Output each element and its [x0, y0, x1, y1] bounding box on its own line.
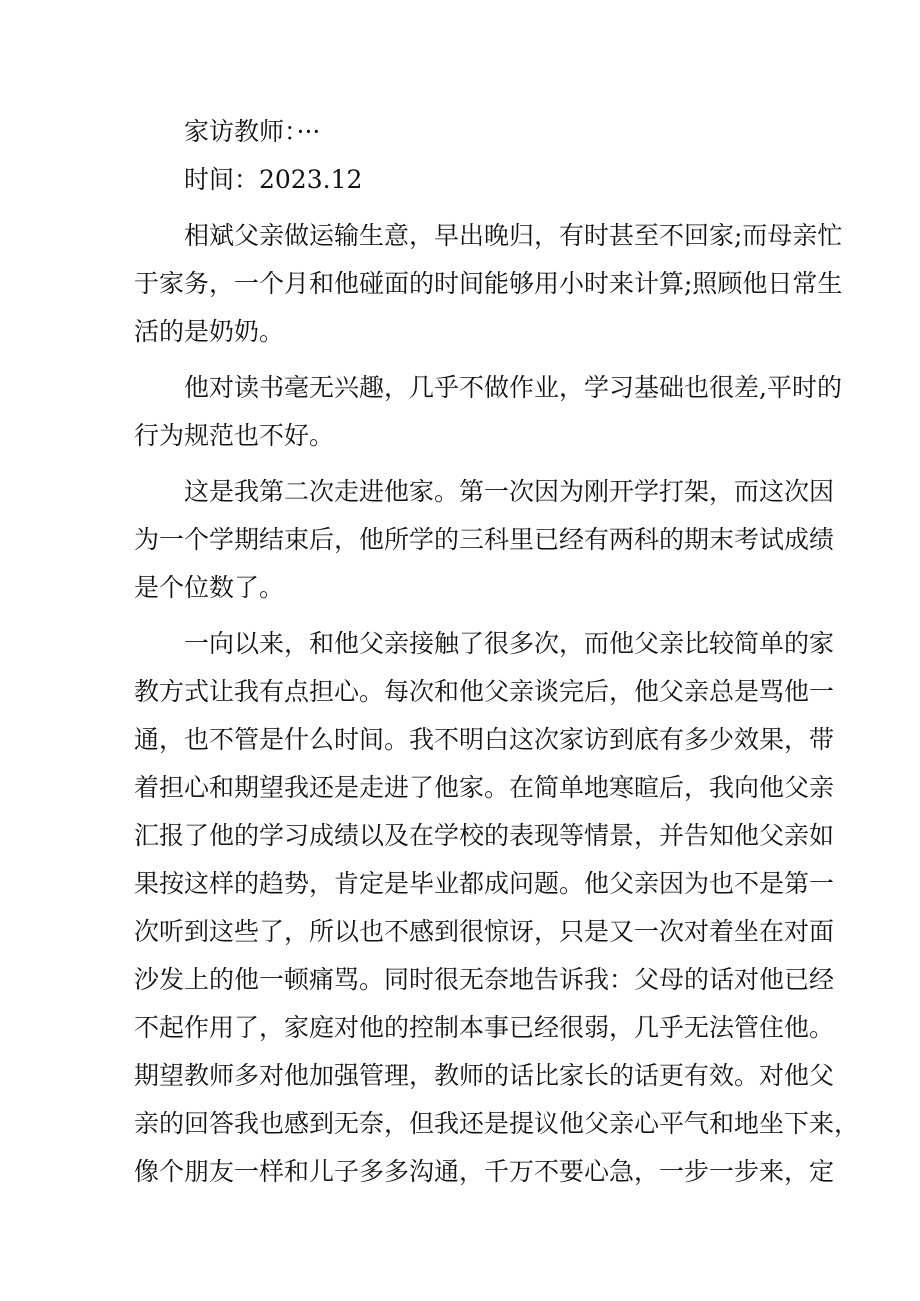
paragraph-line: 行为规范也不好。	[134, 421, 335, 450]
paragraph-line: 活的是奶奶。	[134, 317, 285, 346]
paragraph-line: 为一个学期结束后，他所学的三科里已经有两科的期末考试成绩	[134, 525, 835, 554]
paragraph-line: 着担心和期望我还是走进了他家。在简单地寒暄后，我向他父亲	[134, 773, 835, 802]
paragraph-line: 教方式让我有点担心。每次和他父亲谈完后，他父亲总是骂他一	[134, 677, 835, 706]
paragraph-line: 于家务，一个月和他碰面的时间能够用小时来计算;照顾他日常生	[134, 269, 843, 298]
paragraph-line: 期望教师多对他加强管理，教师的话比家长的话更有效。对他父	[134, 1061, 835, 1090]
paragraph-line: 通，也不管是什么时间。我不明白这次家访到底有多少效果，带	[134, 725, 835, 754]
paragraph-1	[134, 212, 843, 356]
paragraph-line: 沙发上的他一顿痛骂。同时很无奈地告诉我：父母的话对他已经	[134, 965, 835, 994]
paragraph-line: 他对读书毫无兴趣，几乎不做作业，学习基础也很差,平时的	[184, 373, 842, 402]
paragraph-line: 次听到这些了，所以也不感到很惊讶，只是又一次对着坐在对面	[134, 917, 835, 946]
visiting-teacher-line: 家访教师：···	[184, 117, 321, 146]
document-page	[134, 108, 860, 1204]
paragraph-line: 亲的回答我也感到无奈，但我还是提议他父亲心平气和地坐下来，	[134, 1109, 860, 1138]
paragraph-line: 一向以来，和他父亲接触了很多次，而他父亲比较简单的家	[184, 629, 835, 658]
paragraph-3	[134, 468, 835, 612]
time-line: 时间：2023.12	[184, 165, 363, 194]
paragraph-line: 是个位数了。	[134, 573, 285, 602]
paragraph-line: 像个朋友一样和儿子多多沟通，千万不要心急，一步一步来，定	[134, 1157, 835, 1186]
paragraph-line: 不起作用了，家庭对他的控制本事已经很弱，几乎无法管住他。	[134, 1013, 835, 1042]
paragraph-2	[134, 364, 842, 460]
paragraph-line: 这是我第二次走进他家。第一次因为刚开学打架，而这次因	[184, 477, 835, 506]
paragraph-4	[134, 620, 860, 1196]
paragraph-line: 果按这样的趋势，肯定是毕业都成问题。他父亲因为也不是第一	[134, 869, 835, 898]
paragraph-line: 汇报了他的学习成绩以及在学校的表现等情景，并告知他父亲如	[134, 821, 835, 850]
paragraph-line: 相斌父亲做运输生意，早出晚归，有时甚至不回家;而母亲忙	[184, 221, 843, 250]
